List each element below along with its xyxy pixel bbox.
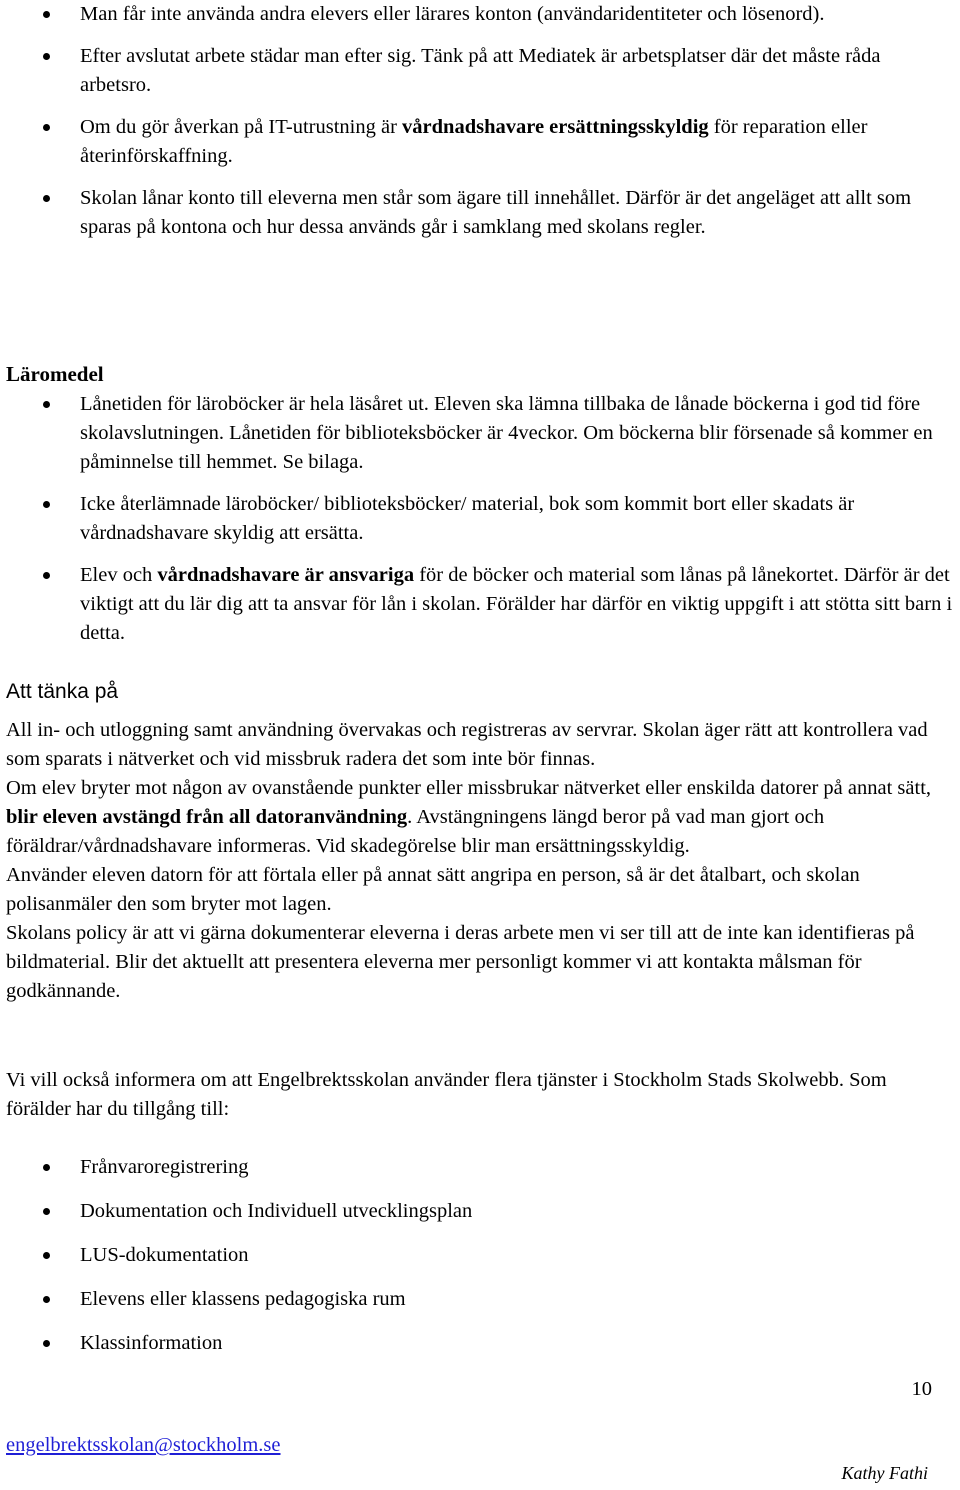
list-item: Klassinformation xyxy=(0,1329,955,1358)
bullet-icon xyxy=(43,11,50,18)
bullet-icon xyxy=(43,124,50,131)
skolwebb-intro: Vi vill också informera om att Engelbrektsskolan använder flera tjänster i Stockholm Stads Skolwebb. Som förälder har du tillgång till: xyxy=(6,1069,887,1120)
emphasis-text: blir eleven avstängd från all datoranvändning xyxy=(6,806,408,828)
footer-author: Kathy Fathi xyxy=(841,1463,928,1483)
bullet-icon xyxy=(43,1340,50,1347)
list-item: Lånetiden för läroböcker är hela läsåret ut. Eleven ska lämna tillbaka de lånade böckerna i god tid före skolavslutningen. Lånetiden för biblioteksböcker är 4veckor. Om böckerna blir försenade så kommer en påminnelse till hemmet. Se bilaga. xyxy=(0,390,955,477)
list-item: Elevens eller klassens pedagogiska rum xyxy=(0,1285,955,1314)
bullet-icon xyxy=(43,401,50,408)
bullet-icon xyxy=(43,501,50,508)
emphasis-text: vårdnadshavare är ansvariga xyxy=(157,564,415,586)
paragraph: Om elev bryter mot någon av ovanstående punkter eller missbrukar nätverket eller enskilda datorer på annat sätt, blir eleven avstängd från all datoranvändning. Avstängningens längd beror på vad man gjort och föräldrar/vårdnadshavare informeras. Vid skadegörelse blir man ersättningsskyldig. xyxy=(6,777,932,857)
email-link[interactable]: engelbrektsskolan@stockholm.se xyxy=(6,1434,281,1456)
bullet-icon xyxy=(43,1164,50,1171)
bullet-icon xyxy=(43,1252,50,1259)
bullet-icon xyxy=(43,53,50,60)
list-item: Icke återlämnade läroböcker/ biblioteksböcker/ material, bok som kommit bort eller skadats är vårdnadshavare skyldig att ersätta. xyxy=(0,490,955,548)
list-item: Dokumentation och Individuell utvecklingsplan xyxy=(0,1197,955,1226)
list-item: LUS-dokumentation xyxy=(0,1241,955,1270)
paragraph: All in- och utloggning samt användning övervakas och registreras av servrar. Skolan äger rätt att kontrollera vad som sparats i nätverket och vid missbruk radera det som inte bör finnas. xyxy=(6,719,928,770)
list-item: Elev och vårdnadshavare är ansvariga för de böcker och material som lånas på lånekortet. Därför är det viktigt att du lär dig att ta ansvar för lån i skolan. Förälder har därför en viktig uppgift i att stötta sitt barn i detta. xyxy=(0,561,955,648)
paragraph: Skolans policy är att vi gärna dokumenterar eleverna i deras arbete men vi ser till att de inte kan identifieras på bildmaterial. Blir det aktuellt att presentera eleverna mer personligt kommer vi att kontakta målsman för godkännande. xyxy=(6,922,915,1002)
services-list xyxy=(0,1153,955,1373)
rules-list xyxy=(0,0,955,255)
list-item: Frånvaroregistrering xyxy=(0,1153,955,1182)
bullet-icon xyxy=(43,195,50,202)
section-heading-att-tanka-pa: Att tänka på xyxy=(6,680,119,703)
list-item: Skolan lånar konto till eleverna men står som ägare till innehållet. Därför är det angeläget att allt som sparas på kontona och hur dessa används går i samklang med skolans regler. xyxy=(0,184,955,242)
att-tanka-pa-body xyxy=(6,716,956,1006)
laromedel-list xyxy=(0,390,955,661)
list-item: Om du gör åverkan på IT-utrustning är vårdnadshavare ersättningsskyldig för reparation eller återinförskaffning. xyxy=(0,113,955,171)
list-item: Efter avslutat arbete städar man efter sig. Tänk på att Mediatek är arbetsplatser där det måste råda arbetsro. xyxy=(0,42,955,100)
list-item: Man får inte använda andra elevers eller lärares konton (användaridentiteter och lösenord). xyxy=(0,0,955,29)
page-number: 10 xyxy=(911,1378,932,1400)
bullet-icon xyxy=(43,572,50,579)
section-heading-laromedel: Läromedel xyxy=(6,362,104,386)
paragraph: Använder eleven datorn för att förtala eller på annat sätt angripa en person, så är det åtalbart, och skolan polisanmäler den som bryter mot lagen. xyxy=(6,864,860,915)
emphasis-text: vårdnadshavare ersättningsskyldig xyxy=(402,116,709,138)
bullet-icon xyxy=(43,1208,50,1215)
bullet-icon xyxy=(43,1296,50,1303)
